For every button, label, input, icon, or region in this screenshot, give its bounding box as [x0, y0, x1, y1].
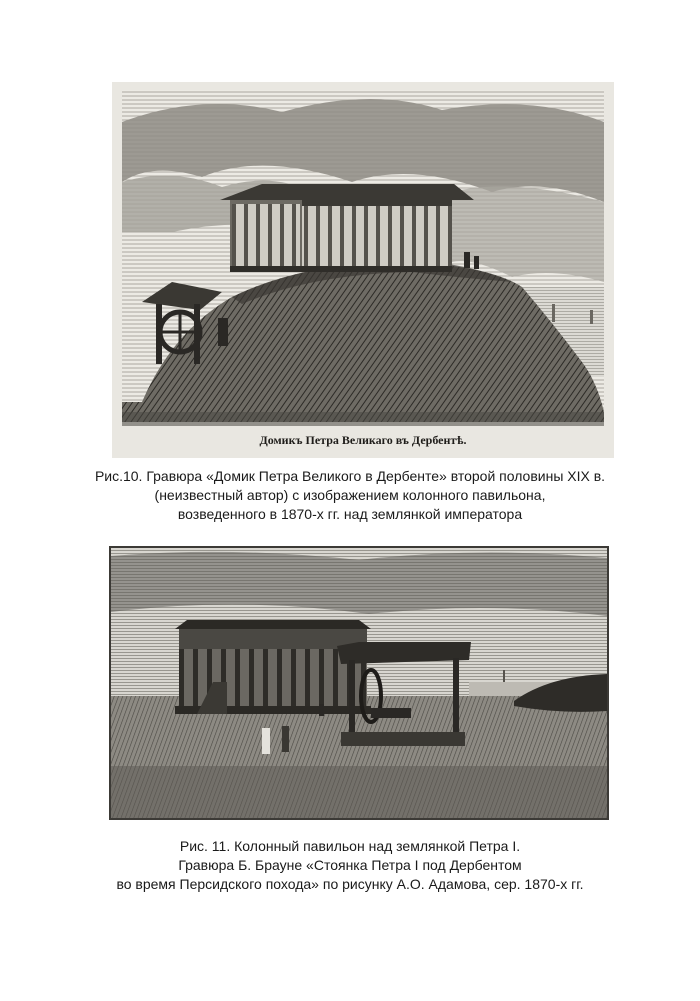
engraving-figure-11	[109, 546, 609, 820]
caption-line: (неизвестный автор) с изображением колонного павильона,	[154, 487, 546, 503]
caption-line: Гравюра Б. Брауне «Стоянка Петра I под Дербентом	[178, 857, 522, 873]
caption-line: Рис.10. Гравюра «Домик Петра Великого в Дербенте» второй половины XIX в.	[94, 468, 606, 484]
engraving-figure-10	[112, 82, 614, 458]
engraving-title: Домикъ Петра Великаго въ Дербентѣ.	[259, 433, 467, 447]
caption-line: возведенного в 1870-х гг. над землянкой императора	[177, 506, 523, 522]
figure-caption-11	[40, 837, 660, 894]
caption-line: во время Персидского похода» по рисунку А.О. Адамова, сер. 1870-х гг.	[116, 876, 584, 892]
caption-line: Рис. 11. Колонный павильон над землянкой Петра I.	[179, 838, 521, 854]
figure-caption-10	[40, 467, 660, 524]
